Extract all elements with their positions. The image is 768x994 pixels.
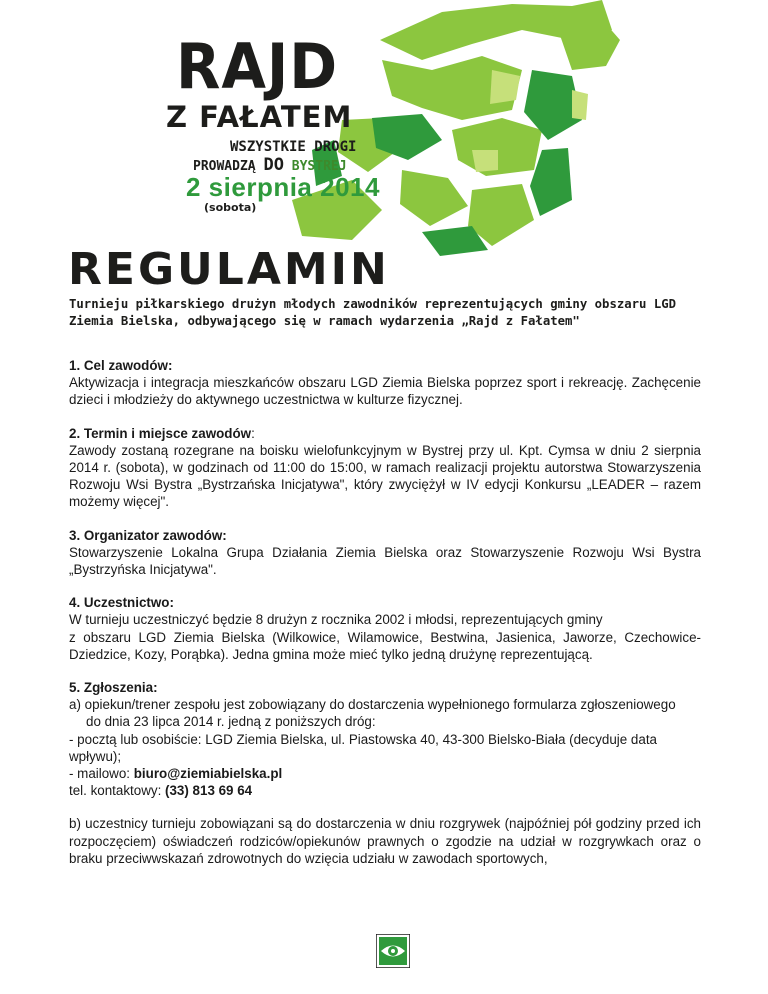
section-text: Stowarzyszenie Lokalna Grupa Działania Ziemia Bielska oraz Stowarzyszenie Rozwoju Wsi Bystra „Bystrzyńska Inicjatywa". (69, 544, 701, 578)
event-tagline: WSZYSTKIE DROGI (230, 139, 357, 155)
section-organizer (69, 527, 701, 579)
event-date: 2 sierpnia 2014 (186, 172, 380, 202)
section-date-place (69, 425, 701, 511)
section-participation (69, 594, 701, 663)
tagline-word-do: DO (263, 155, 284, 175)
section-goal (69, 357, 701, 409)
event-weekday: (sobota) (204, 201, 257, 214)
section-text: Aktywizacja i integracja mieszkańców obszaru LGD Ziemia Bielska poprzez sport i rekreację. Zachęcenie dzieci i młodzieży do aktywnego uczestnictwa w kulturze fizycznej. (69, 375, 701, 408)
contact-phone (69, 782, 701, 799)
regulations-body (69, 357, 701, 883)
section-title-row (69, 425, 701, 442)
email-link[interactable]: biuro@ziemiabielska.pl (133, 766, 283, 782)
registration-point-a-cont: do dnia 23 lipca 2014 r. jedną z poniższych dróg: (86, 714, 376, 730)
section-text: z obszaru LGD Ziemia Bielska (Wilkowice, Wilamowice, Bestwina, Jasienica, Jaworze, Czechowice-Dziedzice, Kozy, Porąbka). Jedna gmina może mieć tylko jedną drużynę reprezentującą. (69, 629, 701, 662)
eye-logo-icon (376, 934, 410, 968)
registration-point-a: a) opiekun/trener zespołu jest zobowiązany do dostarczenia wypełnionego formularza zgłoszeniowego (69, 697, 676, 713)
section-title: 2. Termin i miejsce zawodów (69, 425, 252, 441)
section-registration (69, 679, 701, 799)
section-title-colon: : (251, 425, 255, 441)
registration-by-post: - pocztą lub osobiście: LGD Ziemia Bielska, ul. Piastowska 40, 43-300 Bielsko-Biała (decyduje data wpływu); (69, 731, 657, 764)
event-title-rajd: RAJD (176, 30, 339, 103)
event-title-z-falatem: Z FAŁATEM (166, 100, 353, 134)
section-title: 4. Uczestnictwo: (69, 595, 174, 611)
tagline-word-prowadza: PROWADZĄ (193, 159, 256, 174)
registration-point-b: b) uczestnicy turnieju zobowiązani są do dostarczenia w dniu rozgrywek (najpóźniej pół godziny przed ich rozpoczęciem) oświadczeń rodziców/opiekunów prawnych o zgodzie na udział w rozgrywkach oraz o braku przeciwwskazań zdrowotnych do wzięcia udziału w zawodach sportowych, (69, 816, 701, 866)
section-title: 5. Zgłoszenia: (69, 680, 158, 696)
phone-number: (33) 813 69 64 (165, 783, 253, 799)
section-text-line: W turnieju uczestniczyć będzie 8 drużyn z rocznika 2002 i młodsi, reprezentujących gminy (69, 612, 603, 628)
section-title: 3. Organizator zawodów: (69, 527, 227, 543)
document-title: REGULAMIN (68, 244, 390, 295)
registration-by-mail (69, 765, 701, 782)
document-subtitle: Turnieju piłkarskiego drużyn młodych zawodników reprezentujących gminy obszaru LGD Ziemia Bielska, odbywającego się w ramach wydarzenia „Rajd z Fałatem" (69, 297, 677, 328)
section-title: 1. Cel zawodów: (69, 358, 173, 373)
phone-label: tel. kontaktowy: (69, 783, 166, 799)
tagline-word-bystrej: BYSTREJ (291, 159, 347, 174)
section-text: Zawody zostaną rozegrane na boisku wielofunkcyjnym w Bystrej przy ul. Kpt. Cymsa w dniu 2 sierpnia 2014 r. (sobota), w godzinach od 11:00 do 15:00, w ramach realizacji projektu autorstwa Stowarzyszenia Rozwoju Wsi Bystra „Bystrzańska Inicjatywa", który zwyciężył w IV edycji Konkursu „LEADER – razem możemy więcej". (69, 442, 701, 510)
mail-label: - mailowo: (69, 766, 134, 782)
